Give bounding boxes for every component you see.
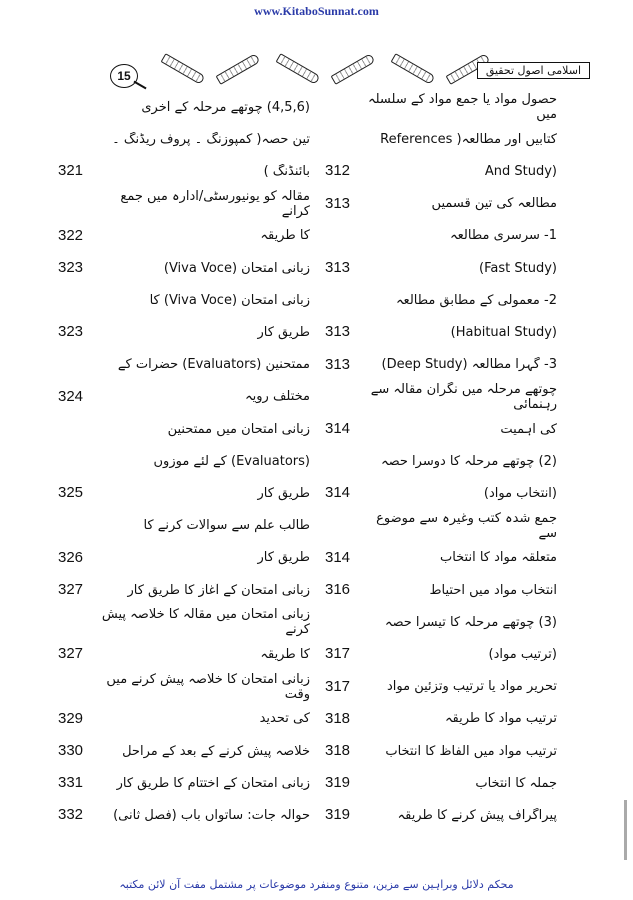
toc-entry-left (58, 285, 310, 315)
toc-entry-page: 323 (58, 259, 84, 276)
toc-row (0, 285, 633, 315)
toc-entry-title: زبانی امتحان کے آغاز کا طریق کار (127, 582, 310, 598)
toc-entry-page: 323 (58, 323, 84, 341)
toc-entry-page: 312 (325, 162, 351, 180)
toc-entry-title: تین حصہ( کمپوزنگ ۔ پروف ریڈنگ ۔ (112, 131, 310, 147)
toc-entry-title: مختلف رویہ (245, 389, 310, 405)
toc-entry-page: 317 (325, 645, 351, 663)
toc-entry-title: کا طریقہ (260, 228, 310, 244)
toc-row (0, 478, 633, 508)
toc-entry-right (325, 800, 557, 830)
toc-entry-right (325, 446, 557, 476)
toc-entry-right (325, 736, 557, 766)
toc-row (0, 317, 633, 347)
toc-entry-left (58, 478, 310, 508)
pen-icon (276, 53, 321, 85)
toc-entry-title: خلاصہ پیش کرنے کے بعد کے مراحل (122, 743, 310, 759)
toc-entry-title: جمع شدہ کتب وغیرہ سے موضوع سے (376, 510, 557, 541)
toc-entry-page: 331 (58, 774, 84, 792)
toc-entry-title: کی تحدید (259, 711, 310, 727)
toc-row (0, 607, 633, 637)
toc-entry-title: کتابیں اور مطالعہ( References (380, 131, 557, 147)
toc-row (0, 189, 633, 219)
toc-entry-title: طالب علم سے سوالات کرنے کا (143, 518, 310, 534)
toc-entry-title: مطالعہ کی تین قسمیں (431, 196, 557, 212)
toc-entry-page: 317 (325, 677, 351, 695)
toc-entry-title: بائنڈنگ ) (263, 163, 310, 179)
toc-entry-title: (And Study (484, 163, 557, 179)
toc-entry-page: 330 (58, 742, 84, 759)
toc-entry-page: 316 (325, 581, 351, 598)
toc-entry-right (325, 672, 557, 702)
toc-entry-right (325, 768, 557, 798)
toc-entry-title: (2) چوتھے مرحلہ کا دوسرا حصہ (381, 453, 557, 469)
toc-entry-title: پیراگراف پیش کرنے کا طریقہ (397, 807, 557, 823)
toc-entry-page: 327 (58, 581, 84, 598)
toc-row (0, 511, 633, 541)
toc-entry-left (58, 800, 310, 830)
toc-entry-title: چوتھے مرحلہ میں نگران مقالہ سے رہنمائی (370, 381, 557, 412)
toc-entry-right (325, 317, 557, 347)
toc-entry-right (325, 478, 557, 508)
toc-entry-left (58, 768, 310, 798)
toc-entry-left (58, 639, 310, 669)
toc-entry-title: زبانی امتحان کے اختتام کا طریق کار (116, 775, 310, 791)
toc-entry-page: 314 (325, 548, 351, 566)
toc-entry-left (58, 124, 310, 154)
toc-row (0, 768, 633, 798)
toc-entry-title: مقالہ کو یونیورسٹی/ادارہ میں جمع کرانے (120, 188, 310, 219)
toc-entry-left (58, 543, 310, 573)
toc-entry-left (58, 446, 310, 476)
toc-entry-page: 313 (325, 259, 351, 276)
toc-entry-title: 2- معمولی کے مطابق مطالعہ (395, 292, 557, 308)
toc-entry-left (58, 704, 310, 734)
toc-entry-page: 313 (325, 323, 351, 341)
scan-edge (624, 800, 627, 860)
toc-entry-title: ترتیب مواد کا طریقہ (444, 711, 557, 727)
toc-entry-left (58, 672, 310, 702)
toc-row (0, 446, 633, 476)
toc-entry-page: 314 (325, 484, 351, 502)
toc-entry-title: زبانی امتحان میں مقالہ کا خلاصہ پیش کرنے (101, 607, 310, 638)
site-url[interactable]: www.KitaboSunnat.com (254, 4, 379, 18)
toc-entry-title: زبانی امتحان میں ممتحنین (167, 421, 310, 437)
toc-entry-page: 319 (325, 806, 351, 824)
page-header (100, 56, 600, 96)
toc-entry-left (58, 607, 310, 637)
toc-entry-title: طریق کار (257, 485, 310, 501)
pen-icon (331, 53, 376, 85)
toc-entry-right (325, 414, 557, 444)
toc-entry-title: زبانی امتحان (Viva Voce) (163, 260, 310, 276)
toc-entry-right (325, 639, 557, 669)
pen-icon (216, 53, 261, 85)
toc-entry-title: ممتحنین (Evaluators) حضرات کے (117, 357, 310, 373)
toc-entry-page: 324 (58, 387, 84, 405)
toc-entry-title: تحریر مواد یا ترتیب وتزئین مواد (387, 679, 557, 695)
toc-entry-right (325, 124, 557, 154)
pen-icon (391, 53, 436, 85)
toc-entry-right (325, 285, 557, 315)
toc-entry-title: (Evaluators) کے لئے موزوں (153, 453, 310, 469)
toc-entry-title: (Habitual Study) (450, 324, 557, 340)
toc-entry-page: 329 (58, 709, 84, 727)
toc-entry-page: 318 (325, 742, 351, 759)
toc-entry-right (325, 92, 557, 122)
toc-entry-title: کی اہمیت (500, 421, 557, 437)
toc-entry-page: 319 (325, 774, 351, 792)
toc-entry-page: 314 (325, 420, 351, 437)
toc-entry-left (58, 736, 310, 766)
toc-entry-title: طریق کار (257, 550, 310, 566)
toc-entry-right (325, 189, 557, 219)
toc-row (0, 382, 633, 412)
toc-entry-left (58, 575, 310, 605)
toc-row (0, 736, 633, 766)
toc-entry-page: 313 (325, 194, 351, 212)
toc-entry-right (325, 543, 557, 573)
toc-entry-right (325, 704, 557, 734)
toc-entry-page: 318 (325, 709, 351, 727)
toc-entry-right (325, 575, 557, 605)
toc-entry-page: 332 (58, 806, 84, 824)
toc-entry-title: ترتیب مواد میں الفاظ کا انتخاب (385, 743, 557, 759)
toc-entry-left (58, 511, 310, 541)
toc-entry-page: 326 (58, 548, 84, 566)
toc-entry-title: انتخاب مواد میں احتیاط (429, 582, 557, 598)
toc-row (0, 92, 633, 122)
toc-entry-title: (انتخاب مواد) (483, 485, 557, 501)
toc-entry-right (325, 511, 557, 541)
toc-entry-left (58, 92, 310, 122)
toc-entry-title: زبانی امتحان (Viva Voce) کا (149, 292, 310, 308)
toc-entry-page: 327 (58, 645, 84, 663)
toc-entry-page: 313 (325, 355, 351, 373)
toc-entry-left (58, 382, 310, 412)
toc-entry-left (58, 350, 310, 380)
toc-entry-left (58, 221, 310, 251)
magnifier-handle-icon (133, 81, 146, 90)
toc-row (0, 800, 633, 830)
toc-row (0, 253, 633, 283)
toc-row (0, 543, 633, 573)
toc-row (0, 575, 633, 605)
toc-entry-left (58, 253, 310, 283)
book-title: اسلامی اصول تحقیق (477, 62, 590, 79)
toc-entry-title: حوالہ جات: ساتواں باب (فصل ثانی) (113, 807, 310, 823)
toc-entry-title: 1- سرسری مطالعہ (450, 228, 557, 244)
toc-entry-title: کا طریقہ (260, 646, 310, 662)
toc-entry-left (58, 156, 310, 186)
toc-row (0, 704, 633, 734)
toc-entry-right (325, 382, 557, 412)
toc-entry-left (58, 414, 310, 444)
toc-entry-title: (ترتیب مواد) (488, 646, 557, 662)
pen-icon (161, 53, 206, 85)
toc-entry-title: زبانی امتحان کا خلاصہ پیش کرنے میں وقت (106, 671, 310, 702)
toc-entry-title: (4,5,6) چوتھے مرحلہ کے آخری (141, 99, 310, 115)
toc-entry-left (58, 317, 310, 347)
toc-entry-right (325, 221, 557, 251)
toc-row (0, 350, 633, 380)
toc-entry-right (325, 607, 557, 637)
toc-row (0, 639, 633, 669)
toc-entry-right (325, 253, 557, 283)
toc-entry-title: 3- گہرا مطالعہ (Deep Study) (381, 357, 557, 373)
toc-entry-title: طریق کار (257, 324, 310, 340)
toc-entry-title: (3) چوتھے مرحلہ کا تیسرا حصہ (384, 614, 557, 630)
toc-row (0, 414, 633, 444)
toc-entry-page: 321 (58, 162, 84, 180)
toc-entry-left (58, 189, 310, 219)
toc-row (0, 124, 633, 154)
toc-entry-title: (Fast Study) (479, 260, 557, 276)
toc-entry-title: حصول مواد یا جمع مواد کے سلسلہ میں (368, 92, 557, 122)
toc-row (0, 672, 633, 702)
toc-row (0, 221, 633, 251)
toc-entry-right (325, 350, 557, 380)
toc-entry-title: متعلقہ مواد کا انتخاب (439, 550, 557, 566)
toc-entry-title: جملہ کا انتخاب (475, 775, 557, 791)
toc-entry-page: 322 (58, 226, 84, 244)
toc-entry-page: 325 (58, 484, 84, 502)
footer-tagline: محکم دلائل وبراہین سے مزین، متنوع ومنفرد موضوعات پر مشتمل مفت آن لائن مکتبہ (119, 878, 514, 891)
toc-entry-right (325, 156, 557, 186)
page-number: 15 (110, 64, 138, 88)
toc-row (0, 156, 633, 186)
